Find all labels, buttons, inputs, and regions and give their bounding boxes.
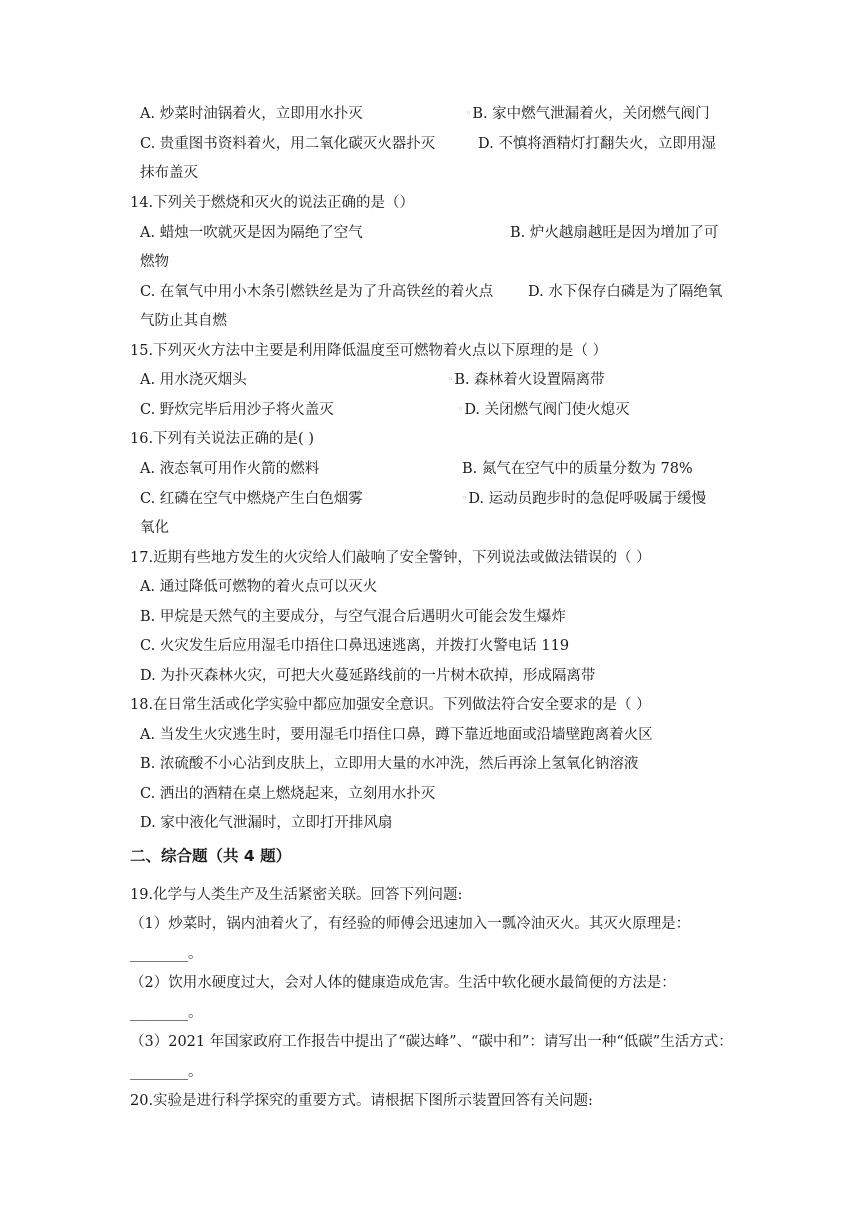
q17-option-c: C. 火灾发生后应用湿毛巾捂住口鼻迅速逃离，并拨打火警电话 119 xyxy=(140,638,570,654)
q14-option-d: D. 水下保存白磷是为了隔绝氧 xyxy=(528,284,723,300)
q13-option-b xyxy=(466,104,710,124)
q13-option-c: C. 贵重图书资料着火，用二氧化碳灭火器扑灭 xyxy=(140,136,436,152)
q13-option-b-text: B. 家中燃气泄漏着火，关闭燃气阀门 xyxy=(472,106,710,122)
q19-stem: 19.化学与人类生产及生活紧密关联。回答下列问题: xyxy=(130,887,463,903)
q14-option-a: A. 蜡烛一吹就灭是因为隔绝了空气 xyxy=(140,225,363,241)
q18-stem: 18.在日常生活或化学实验中都应加强安全意识。下列做法符合安全要求的是（ ） xyxy=(130,697,651,713)
q16-stem: 16.下列有关说法正确的是( ) xyxy=(130,431,314,447)
anchor-mark-icon: ◦ xyxy=(462,494,468,504)
q17-option-a: A. 通过降低可燃物的着火点可以灭火 xyxy=(140,579,378,595)
section-heading: 二、综合题（共 4 题） xyxy=(130,847,292,865)
q19-blank-3: ________。 xyxy=(130,1064,203,1080)
anchor-mark-icon: ◦ xyxy=(466,109,472,119)
q15-option-d xyxy=(458,400,630,420)
q17-option-d: D. 为扑灭森林火灾，可把大火蔓延路线前的一片树木砍掉，形成隔离带 xyxy=(140,668,596,684)
q18-option-b: B. 浓硫酸不小心沾到皮肤上，立即用大量的水冲洗，然后再涂上氢氧化钠溶液 xyxy=(140,756,639,772)
q18-option-a: A. 当发生火灾逃生时，要用湿毛巾捂住口鼻，蹲下靠近地面或沿墙壁跑离着火区 xyxy=(140,727,653,743)
q13-option-a: A. 炒菜时油锅着火，立即用水扑灭 xyxy=(140,106,363,122)
q15-option-b xyxy=(448,370,605,390)
q13-option-d: D. 不慎将酒精灯打翻失火，立即用湿 xyxy=(478,136,716,152)
q16-option-b: B. 氮气在空气中的质量分数为 78% xyxy=(462,461,693,477)
q18-option-c: C. 洒出的酒精在桌上燃烧起来，立刻用水扑灭 xyxy=(140,786,436,802)
q14-option-d-cont: 气防止其自燃 xyxy=(140,313,227,329)
q19-part-1: （1）炒菜时，锅内油着火了，有经验的师傅会迅速加入一瓢冷油灭火。其灭火原理是： xyxy=(130,916,691,932)
q15-option-d-text: D. 关闭燃气阀门使火熄灭 xyxy=(464,402,630,418)
q16-option-d xyxy=(462,489,706,509)
q15-option-c: C. 野炊完毕后用沙子将火盖灭 xyxy=(140,402,334,418)
q17-stem: 17.近期有些地方发生的火灾给人们敲响了安全警钟，下列说法或做法错误的（ ） xyxy=(130,550,651,566)
q14-option-b-cont: 燃物 xyxy=(140,254,169,270)
q19-blank-2: ________。 xyxy=(130,1005,203,1021)
q14-option-b: B. 炉火越扇越旺是因为增加了可 xyxy=(510,225,719,241)
q15-option-b-text: B. 森林着火设置隔离带 xyxy=(454,372,605,388)
anchor-mark-icon: ◦ xyxy=(458,405,464,415)
q19-part-3: （3）2021 年国家政府工作报告中提出了“碳达峰”、“碳中和”：请写出一种“低碳”生活方式： xyxy=(130,1034,733,1050)
q15-stem: 15.下列灭火方法中主要是利用降低温度至可燃物着火点以下原理的是（ ） xyxy=(130,343,608,359)
q16-option-c: C. 红磷在空气中燃烧产生白色烟雾 xyxy=(140,491,363,507)
q16-option-d-cont: 氧化 xyxy=(140,520,169,536)
q15-option-a: A. 用水浇灭烟头 xyxy=(140,372,247,388)
q16-option-a: A. 液态氧可用作火箭的燃料 xyxy=(140,461,320,477)
q20-stem: 20.实验是进行科学探究的重要方式。请根据下图所示装置回答有关问题: xyxy=(130,1093,593,1109)
q14-option-c: C. 在氧气中用小木条引燃铁丝是为了升高铁丝的着火点 xyxy=(140,284,494,300)
q19-blank-1: ________。 xyxy=(130,946,203,962)
q19-part-2: （2）饮用水硬度过大，会对人体的健康造成危害。生活中软化硬水最简便的方法是： xyxy=(130,975,676,991)
q14-stem: 14.下列关于燃烧和灭火的说法正确的是（） xyxy=(130,195,415,211)
q16-option-d-text: D. 运动员跑步时的急促呼吸属于缓慢 xyxy=(468,491,707,507)
anchor-mark-icon: ◦ xyxy=(448,375,454,385)
q13-option-d-cont: 抹布盖灭 xyxy=(140,165,198,181)
q18-option-d: D. 家中液化气泄漏时，立即打开排风扇 xyxy=(140,815,393,831)
q17-option-b: B. 甲烷是天然气的主要成分，与空气混合后遇明火可能会发生爆炸 xyxy=(140,609,566,625)
